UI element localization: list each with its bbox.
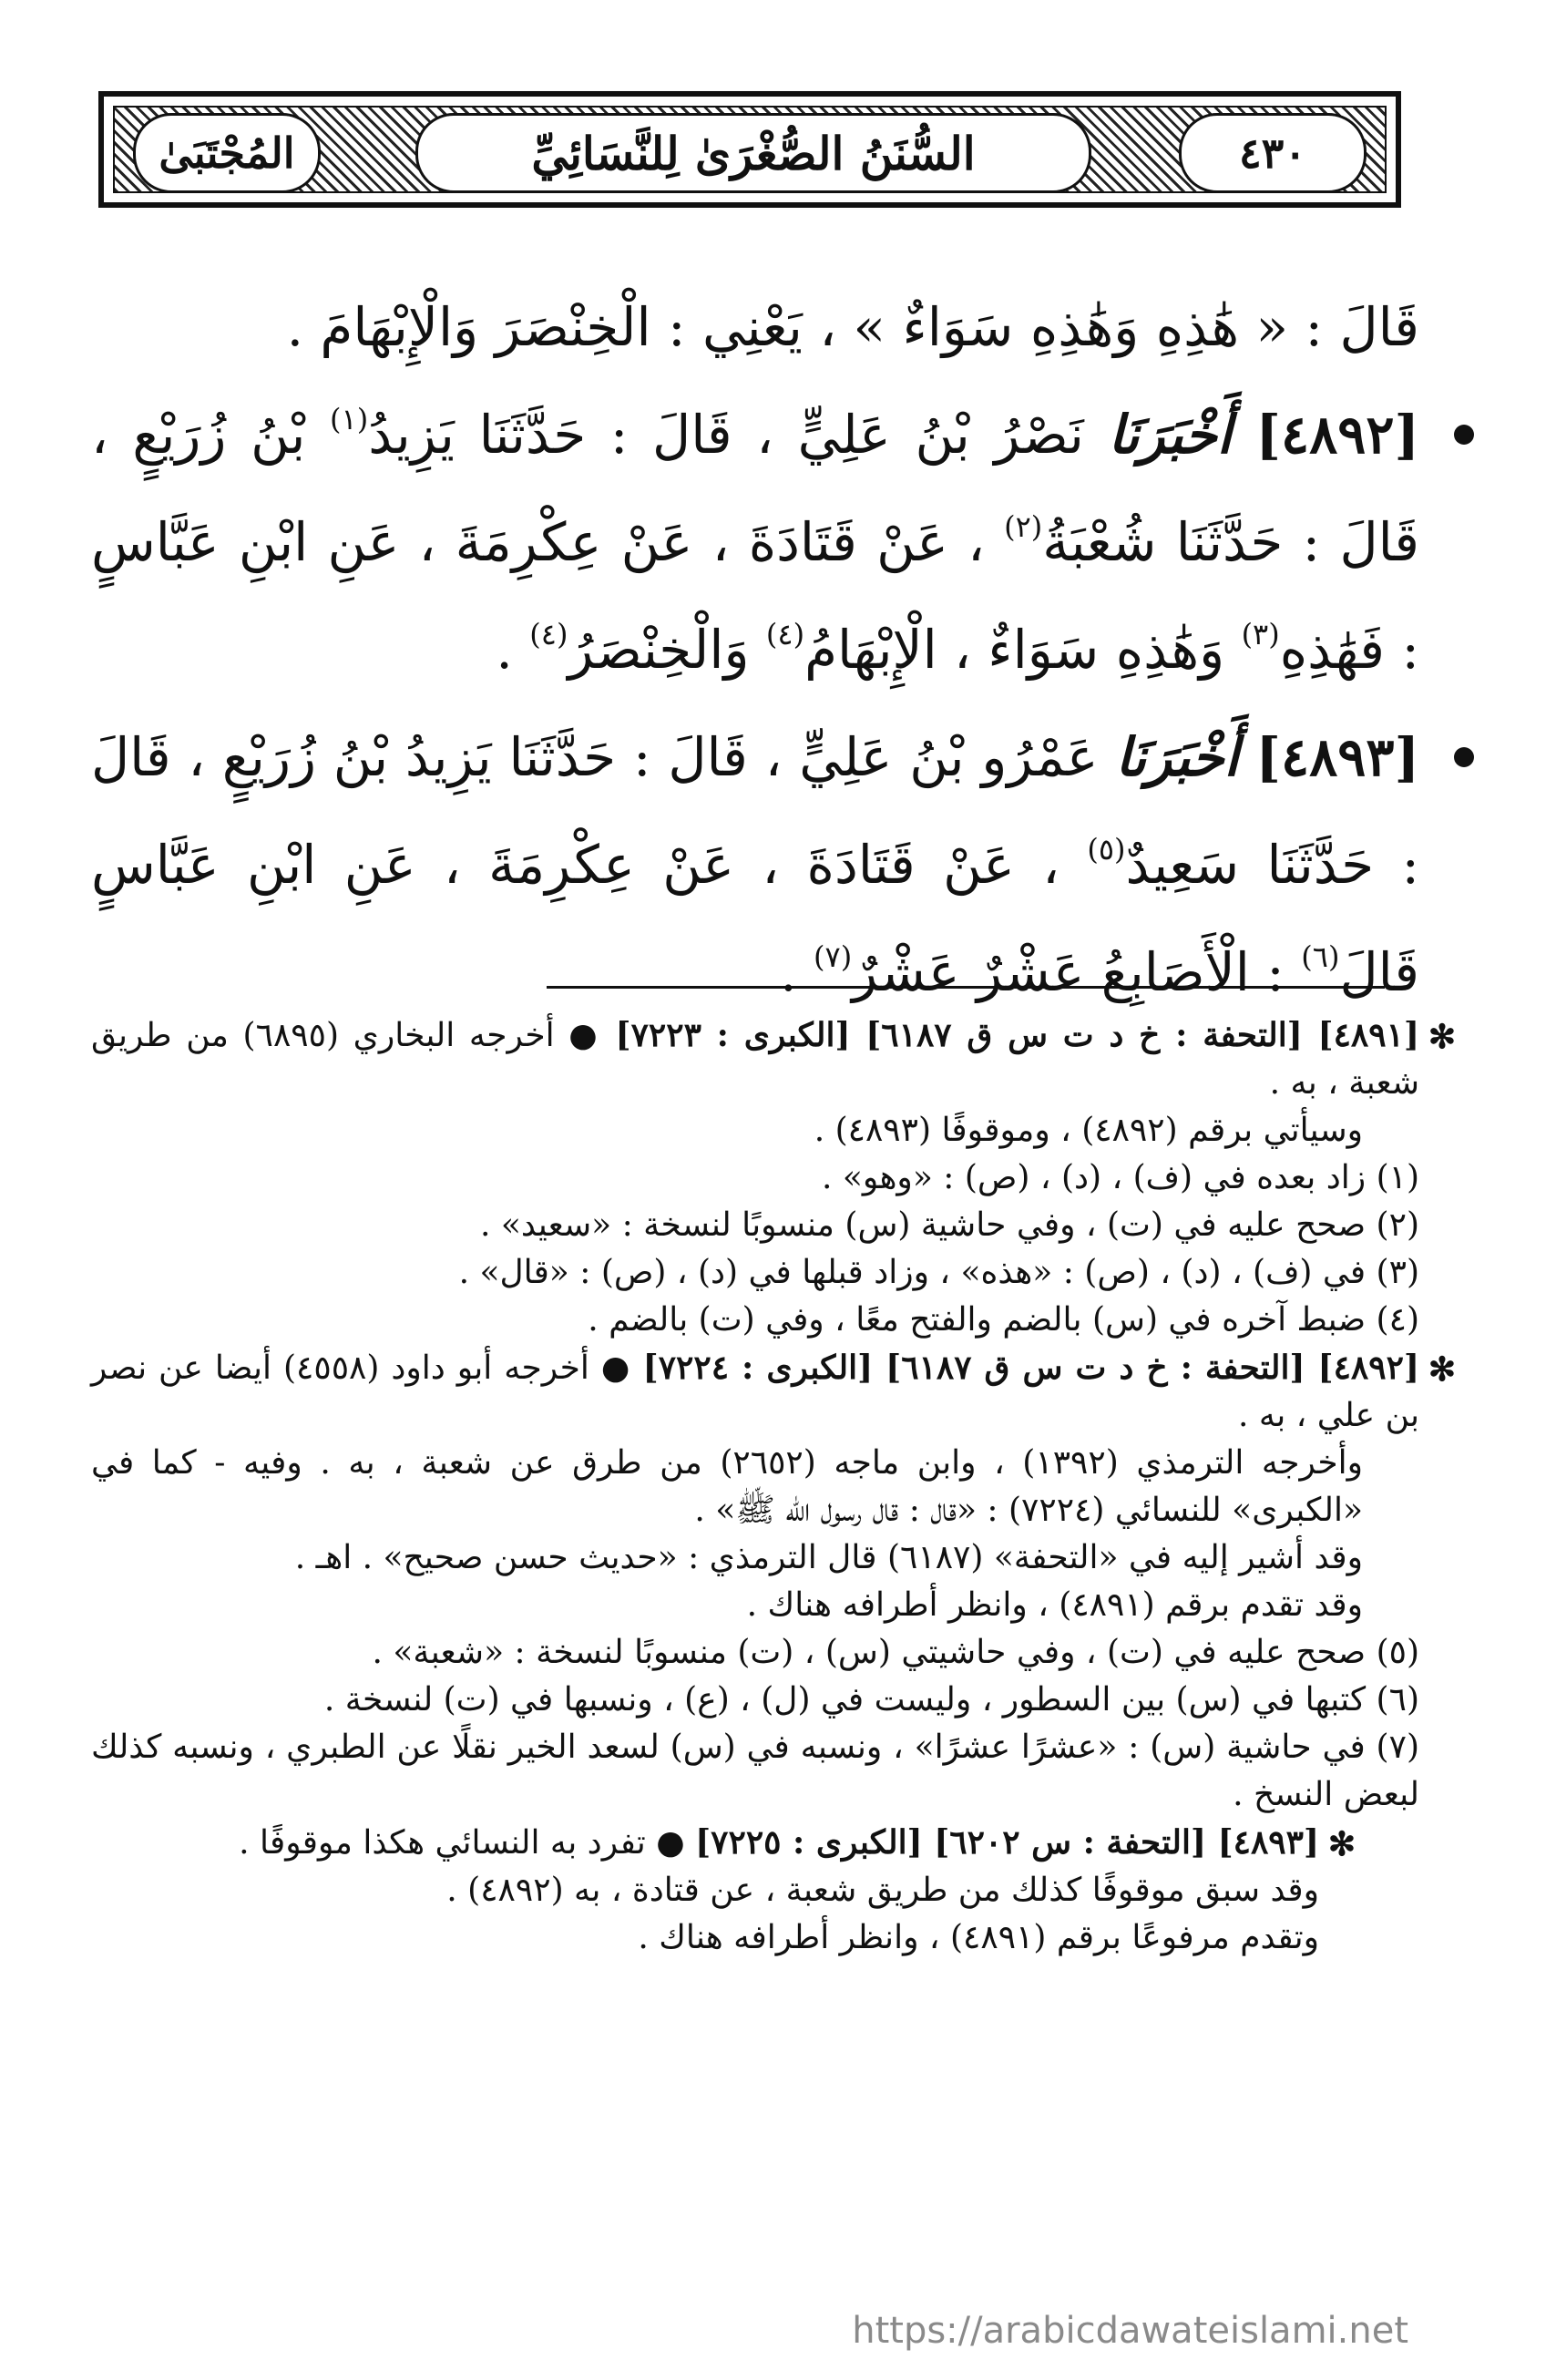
takhrij-line: وأخرجه الترمذي (١٣٩٢) ، وابن ماجه (٢٦٥٢) من طرق عن شعبة ، به . وفيه - كما في «الكبرى» للنسائي (٧٢٢٤) : «قال : قال رسول الله ﷺ» . [91, 1444, 1363, 1529]
footnote-5: (٥) صحح عليه في (ت) ، وفي حاشيتي (س) ، (ت) منسوبًا لنسخة : «شعبة» . [372, 1634, 1419, 1671]
book-title: السُّنَنُ الصُّغْرَىٰ لِلنَّسَائِيِّ [531, 126, 976, 180]
hadith-text: نَصْرُ بْنُ عَلِيٍّ ، قَالَ : حَدَّثَنَا يَزِيدُ [368, 404, 1109, 466]
footnote-divider [547, 986, 1385, 989]
hadith-text: وَهَٰذِهِ سَوَاءٌ ، الْإِبْهَامُ [804, 619, 1242, 681]
takhrij-line: وقد أشير إليه في «التحفة» (٦١٨٧) قال الترمذي : «حديث حسن صحيح» . اهـ . [294, 1539, 1363, 1576]
hadith-text: ، عَنْ قَتَادَةَ ، عَنْ عِكْرِمَةَ ، عَنِ ابْنِ عَبَّاسٍ قَالَ [91, 834, 1419, 1003]
hadith-text: ، عَنْ قَتَادَةَ ، عَنْ عِكْرِمَةَ ، عَنِ ابْنِ عَبَّاسٍ : فَهَٰذِهِ [91, 511, 1419, 681]
asterisk-icon: ✻ [1327, 1825, 1356, 1863]
page-number-cartouche [1179, 113, 1367, 193]
footnote-ref: (٥) [1087, 832, 1126, 867]
takhrij-line: وقد تقدم برقم (٤٨٩١) ، وانظر أطرافه هناك . [746, 1586, 1363, 1624]
footnote-6: (٦) كتبها في (س) بين السطور ، وليست في (ل) ، (ع) ، ونسبها في (ت) لنسخة . [323, 1681, 1419, 1718]
hadith-continuation [91, 273, 1419, 381]
hadith-lead: أَخْبَرَنَا [1115, 726, 1239, 788]
footnote-ref: (١) [330, 402, 369, 436]
hadith-text: وَالْخِنْصَرُ [568, 619, 766, 681]
footnote-ref: (٤) [765, 617, 805, 651]
asterisk-icon: ✻ [1428, 1018, 1456, 1056]
takhrij-text: ● أخرجه أبو داود (٤٥٥٨) أيضا عن نصر بن علي ، به . [91, 1349, 1419, 1434]
site-watermark: https://arabicdawateislami.net [852, 2310, 1408, 2352]
footnote-7: (٧) في حاشية (س) : «عشرًا عشرًا» ، ونسبه في (س) لسعد الخير نقلًا عن الطبري ، ونسبه كذلك لبعض النسخ . [91, 1729, 1419, 1813]
footnotes [91, 1011, 1456, 1962]
takhrij-ref: [٤٨٩٢] [التحفة : خ د ت س ق ٦١٨٧] [الكبرى : ٧٢٢٤] [642, 1349, 1419, 1387]
takhrij-line: وسيأتي برقم (٤٨٩٢) ، وموقوفًا (٤٨٩٣) . [814, 1112, 1363, 1149]
takhrij-4891 [91, 1011, 1456, 1107]
book-label-cartouche [133, 113, 321, 193]
takhrij-4893 [91, 1819, 1419, 1867]
hadith-text: : الْأَصَابِعُ عَشْرٌ عَشْرٌ [852, 941, 1302, 1003]
footnote-4: (٤) ضبط آخره في (س) بالضم والفتح معًا ، وفي (ت) بالضم . [588, 1301, 1419, 1339]
bullet-icon [1454, 747, 1474, 767]
takhrij-line: وقد سبق موقوفًا كذلك من طريق شعبة ، عن قتادة ، به (٤٨٩٢) . [446, 1872, 1319, 1909]
book-label: المُجْتَبَىٰ [159, 128, 295, 178]
asterisk-icon: ✻ [1428, 1350, 1456, 1389]
footnote-2: (٢) صحح عليه في (ت) ، وفي حاشية (س) منسوبًا لنسخة : «سعيد» . [479, 1206, 1419, 1244]
hadith-4893 [91, 703, 1419, 1026]
hadith-text: عَمْرُو بْنُ عَلِيٍّ ، قَالَ : حَدَّثَنَا يَزِيدُ بْنُ زُرَيْعٍ ، قَالَ : حَدَّثَنَا سَعِيدٌ [91, 726, 1419, 896]
footnote-ref: (٤) [529, 617, 568, 651]
takhrij-ref: [٤٨٩٣] [التحفة : س ٦٢٠٢] [الكبرى : ٧٢٢٥] [695, 1823, 1319, 1862]
hadith-text: . [496, 619, 530, 681]
takhrij-4892 [91, 1344, 1456, 1440]
hadith-lead: أَخْبَرَنَا [1108, 404, 1232, 466]
takhrij-ref: [٤٨٩١] [التحفة : خ د ت س ق ٦١٨٧] [الكبرى : ٧٢٢٣] [615, 1016, 1419, 1054]
footnote-ref: (٣) [1241, 617, 1280, 651]
page-number: ٤٣٠ [1238, 128, 1307, 178]
continuation-text: قَالَ : « هَٰذِهِ وَهَٰذِهِ سَوَاءٌ » ، يَعْنِي : الْخِنْصَرَ وَالْإِبْهَامَ . [286, 296, 1419, 358]
main-text [91, 273, 1419, 1026]
footnote-ref: (٢) [1004, 509, 1043, 544]
hadith-text: بْنُ زُرَيْعٍ ، قَالَ : حَدَّثَنَا شُعْبَةُ [91, 404, 1419, 573]
takhrij-line: وتقدم مرفوعًا برقم (٤٨٩١) ، وانظر أطرافه هناك . [638, 1919, 1319, 1956]
footnote-ref: (٧) [814, 939, 853, 974]
bullet-icon [1454, 425, 1474, 445]
footnote-3: (٣) في (ف) ، (د) ، (ص) : «هذه» ، وزاد قبلها في (د) ، (ص) : «قال» . [458, 1254, 1419, 1291]
hadith-number: [٤٨٩٢] [1255, 404, 1419, 466]
takhrij-text: ● أخرجه البخاري (٦٨٩٥) من طريق شعبة ، به . [91, 1017, 1419, 1102]
hadith-4892 [91, 381, 1419, 703]
hadith-number: [٤٨٩٣] [1255, 726, 1420, 788]
footnote-1: (١) زاد بعده في (ف) ، (د) ، (ص) : «وهو» . [821, 1159, 1419, 1196]
title-cartouche [415, 113, 1091, 193]
page-header [98, 91, 1401, 208]
hadith-text: . [780, 941, 814, 1003]
footnote-ref: (٦) [1301, 939, 1340, 974]
takhrij-text: ● تفرد به النسائي هكذا موقوفًا . [239, 1824, 685, 1862]
header-ornament [113, 106, 1387, 193]
